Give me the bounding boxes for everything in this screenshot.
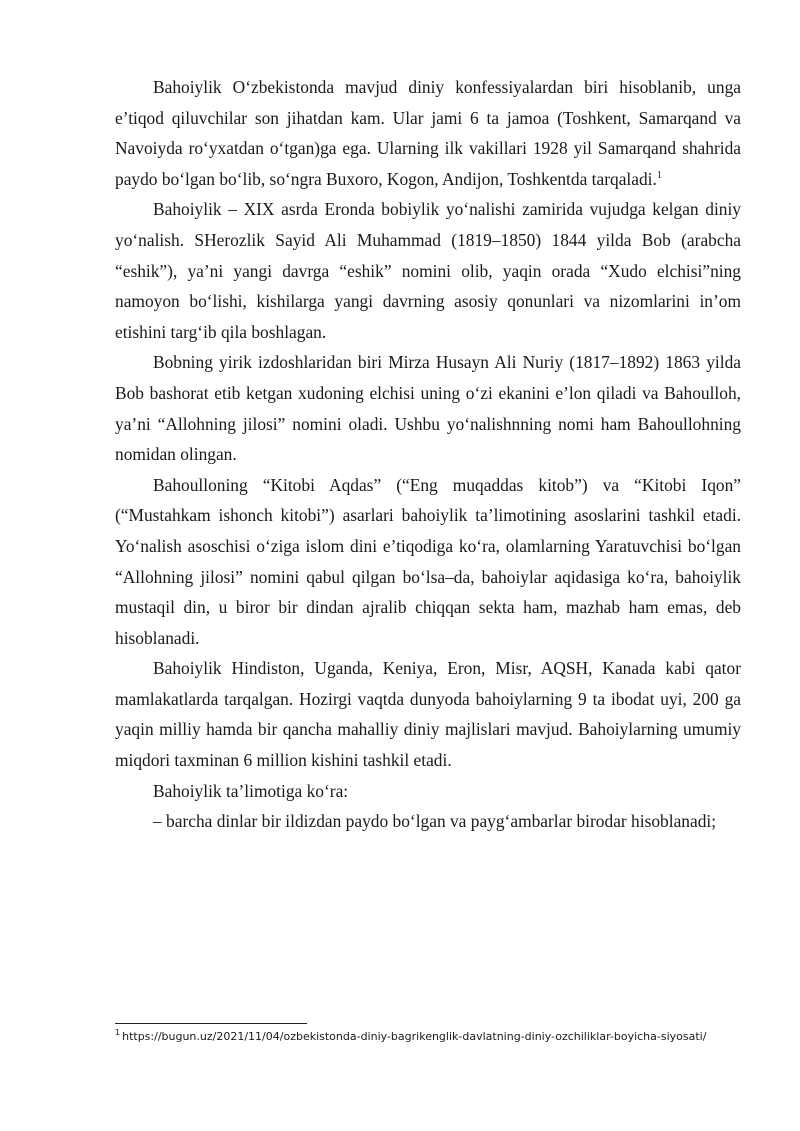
footnote-number: 1	[115, 1028, 121, 1038]
footnote-link[interactable]: https://bugun.uz/2021/11/04/ozbekistonda-diniy-bagrikenglik-davlatning-diniy-ozchiliklar-boyicha-siyosati/	[122, 1030, 707, 1043]
paragraph-2: Bahoiylik – XIX asrda Eronda bobiylik yo‘nalishi zamirida vujudga kelgan diniy yo‘nalish. SHerozlik Sayid Ali Muhammad (1819–1850) 1844 yilda Bob (arabcha “eshik”), ya’ni yangi davrga “eshik” nomini olib, yaqin orada “Xudo elchisi”ning namoyon bo‘lishi, kishilarga yangi davrning asosiy qonunlari va nizomlarini in’om etishini targ‘ib qila boshlagan.	[115, 199, 741, 342]
paragraph-4: Bahoulloning “Kitobi Aqdas” (“Eng muqaddas kitob”) va “Kitobi Iqon” (“Mustahkam ishonch kitobi”) asarlari bahoiylik ta’limotining asoslarini tashkil etadi. Yo‘nalish asoschisi o‘ziga islom dini e’tiqodiga ko‘ra, olamlarning Yaratuvchisi bo‘lgan “Allohning jilosi” nomini qabul qilgan bo‘lsa–da, bahoiylar aqidasiga ko‘ra, bahoiylik mustaqil din, u biror bir dindan ajralib chiqqan sekta ham, mazhab ham emas, deb hisoblanadi.	[115, 474, 741, 648]
main-text	[115, 72, 741, 837]
footnote	[115, 1030, 775, 1044]
footnote-reference[interactable]: 1	[656, 169, 662, 181]
paragraph-3: Bobning yirik izdoshlaridan biri Mirza Husayn Ali Nuriy (1817–1892) 1863 yilda Bob bashorat etib ketgan xudoning elchisi uning o‘zi ekanini e’lon qiladi va Bahoulloh, ya’ni “Allohning jilosi” nomini oladi. Ushbu yo‘nalishnning nomi ham Bahoullohning nomidan olingan.	[115, 352, 741, 465]
paragraph-6: Bahoiylik ta’limotiga ko‘ra:	[153, 780, 349, 801]
footnote-divider	[115, 1023, 307, 1024]
paragraph-7: – barcha dinlar bir ildizdan paydo bo‘lgan va payg‘ambarlar birodar hisoblanadi;	[153, 811, 717, 832]
paragraph-1	[115, 72, 741, 194]
paragraph-5: Bahoiylik Hindiston, Uganda, Keniya, Eron, Misr, AQSH, Kanada kabi qator mamlakatlarda tarqalgan. Hozirgi vaqtda dunyoda bahoiylarning 9 ta ibodat uyi, 200 ga yaqin milliy hamda bir qancha mahalliy diniy majlislari mavjud. Bahoiylarning umumiy miqdori taxminan 6 million kishini tashkil etadi.	[115, 658, 741, 771]
paragraph-1-text: Bahoiylik O‘zbekistonda mavjud diniy konfessiyalardan biri hisoblanib, unga e’tiqod qiluvchilar son jihatdan kam. Ular jami 6 ta jamoa (Toshkent, Samarqand va Navoiyda ro‘yxatdan o‘tgan)ga ega. Ularning ilk vakillari 1928 yil Samarqand shahrida paydo bo‘lgan bo‘lib, so‘ngra Buxoro, Kogon, Andijon, Toshkentda tarqaladi.	[115, 77, 741, 189]
